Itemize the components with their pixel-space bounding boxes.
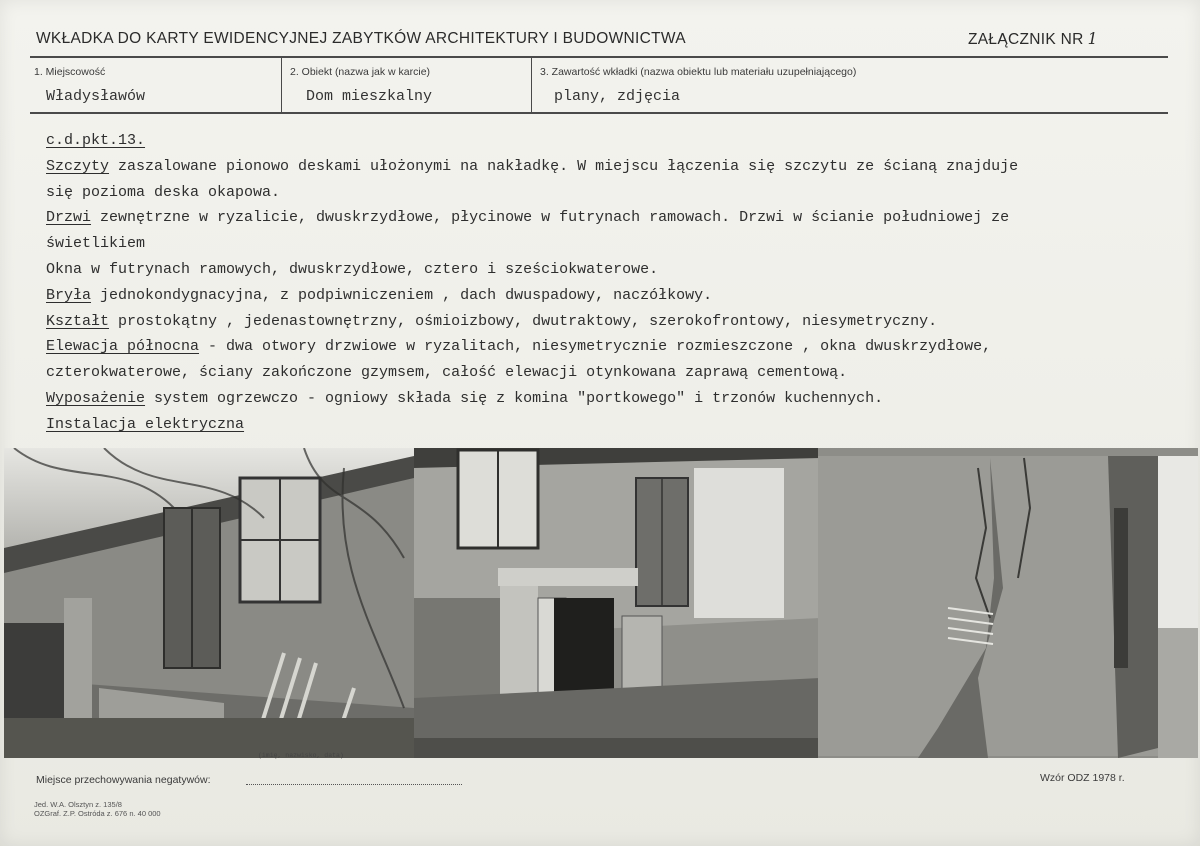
photo-caption: (imię, nazwisko, data) [258,752,344,759]
printer-info-1: Jed. W.A. Olsztyn z. 135/8 [34,800,122,809]
negatives-storage-line [246,784,462,785]
text-line: czterokwaterowe, ściany zakończone gzymsem, całość elewacji otynkowana zaprawą cementową. [46,364,848,382]
top-rule [30,56,1168,58]
text-line: świetlikiem [46,235,146,253]
text-line: Okna w futrynach ramowych, dwuskrzydłowe, cztero i sześciokwaterowe. [46,260,659,278]
photo-cellar-entrance [414,448,820,758]
text-line: Bryła jednokondygnacyjna, z podpiwniczeniem , dach dwuspadowy, naczółkowy. [46,286,713,304]
form-model-label: Wzór ODZ 1978 r. [1040,772,1125,784]
annex-number: 1 [1087,30,1098,48]
printer-info-2: OZGraf. Z.P. Ostróda z. 676 n. 40 000 [34,809,161,818]
field-label-object: 2. Obiekt (nazwa jak w karcie) [290,66,431,78]
field-value-contents: plany, zdjęcia [554,88,681,105]
text-line: Wyposażenie system ogrzewczo - ogniowy składa się z komina "portkowego" i trzonów kuchennych. [46,389,884,407]
document-title: WKŁADKA DO KARTY EWIDENCYJNEJ ZABYTKÓW ARCHITEKTURY I BUDOWNICTWA [36,30,686,47]
field-divider-1 [281,56,282,113]
field-value-locality: Władysławów [46,88,146,105]
field-value-object: Dom mieszkalny [306,88,433,105]
photo-wall-detail [818,448,1198,758]
field-label-locality: 1. Miejscowość [34,66,106,78]
text-line: się pozioma deska okapowa. [46,183,281,201]
description-text [46,128,1156,438]
text-line: c.d.pkt.13. [46,132,146,149]
text-line: Kształt prostokątny , jedenastownętrzny, ośmioizbowy, dwutraktowy, szerokofrontowy, niesymetryczny. [46,312,938,330]
fields-bottom-rule [30,112,1168,114]
photo-house-facade [4,448,414,758]
field-divider-2 [531,56,532,113]
text-line: Drzwi zewnętrzne w ryzalicie, dwuskrzydłowe, płycinowe w futrynach ramowach. Drzwi w ścianie południowej ze [46,209,1010,227]
field-label-contents: 3. Zawartość wkładki (nazwa obiektu lub materiału uzupełniającego) [540,66,857,78]
negatives-storage-label: Miejsce przechowywania negatywów: [36,774,211,786]
text-line: Elewacja północna - dwa otwory drzwiowe w ryzalitach, niesymetrycznie rozmieszczone , okna dwuskrzydłowe, [46,338,992,356]
annex-label: ZAŁĄCZNIK NR 1 [968,30,1098,48]
text-line: Instalacja elektryczna [46,415,245,433]
text-line: Szczyty zaszalowane pionowo deskami ułożonymi na nakładkę. W miejscu łączenia się szczytu ze ścianą znajduje [46,157,1019,175]
